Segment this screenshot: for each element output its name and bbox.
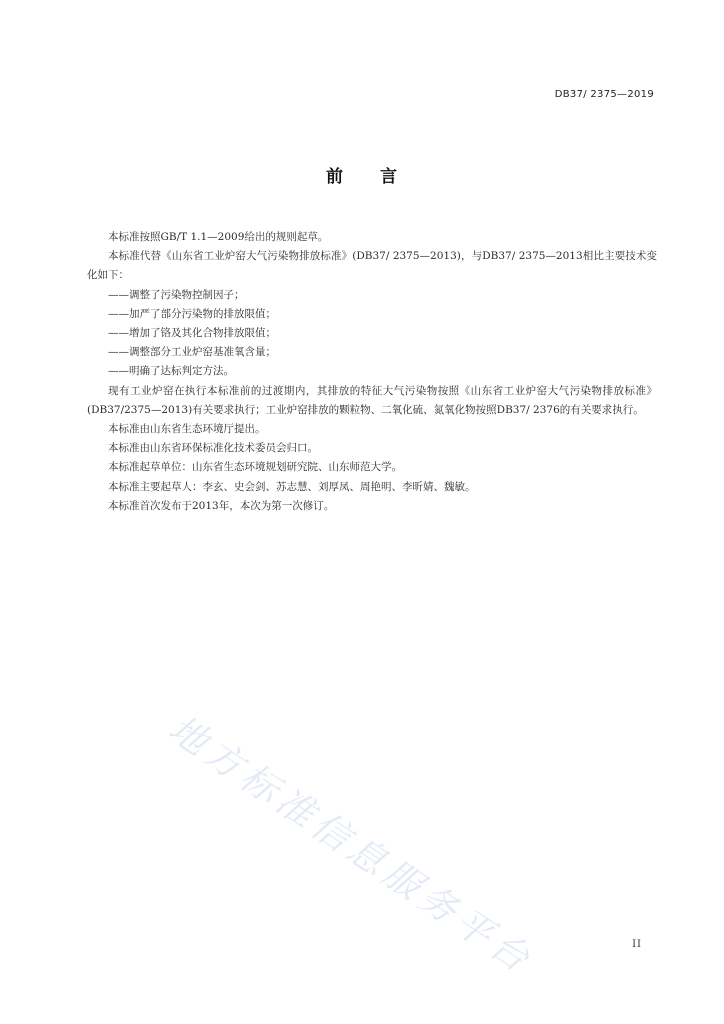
change-item-4: ——调整部分工业炉窑基准氧含量；	[108, 346, 276, 359]
paragraph-replaces: 本标准代替《山东省工业炉窑大气污染物排放标准》(DB37/ 2375—2013)，与DB37/ 2375—2013相比主要技术变化如下：	[87, 250, 657, 282]
change-item-5: ——明确了达标判定方法。	[108, 365, 234, 378]
page-title-part2: 言	[380, 167, 398, 187]
paragraph-transition: 现有工业炉窑在执行本标准前的过渡期内，其排放的特征大气污染物按照《山东省工业炉窑大气污染物排放标准》(DB37/2375—2013)有关要求执行；工业炉窑排放的颗粒物、二氧化硫、氮氧化物按照DB37/ 2376的有关要求执行。	[87, 384, 657, 416]
change-item-3: ——增加了铬及其化合物排放限值；	[108, 327, 276, 340]
page-title	[0, 162, 724, 187]
document-code: DB37/ 2375—2019	[554, 89, 654, 100]
paragraph-drafting-rule: 本标准按照GB/T 1.1—2009给出的规则起草。	[108, 231, 329, 243]
page-title-part1: 前	[326, 167, 344, 187]
change-item-1: ——调整了污染物控制因子；	[108, 288, 245, 301]
foreword-body	[87, 228, 657, 516]
page-number: II	[632, 939, 642, 950]
change-item-2: ——加严了部分污染物的排放限值；	[108, 307, 276, 320]
paragraph-proposer: 本标准由山东省生态环境厅提出。	[108, 423, 266, 436]
paragraph-committee: 本标准由山东省环保标准化技术委员会归口。	[108, 442, 318, 455]
paragraph-drafting-units: 本标准起草单位：山东省生态环境规划研究院、山东师范大学。	[108, 461, 402, 474]
paragraph-history: 本标准首次发布于2013年，本次为第一次修订。	[108, 499, 335, 512]
paragraph-drafters: 本标准主要起草人：李玄、史会剑、苏志慧、刘厚凤、周艳明、李昕婧、魏敏。	[108, 480, 476, 493]
watermark: 地方标准信息服务平台	[161, 707, 542, 984]
